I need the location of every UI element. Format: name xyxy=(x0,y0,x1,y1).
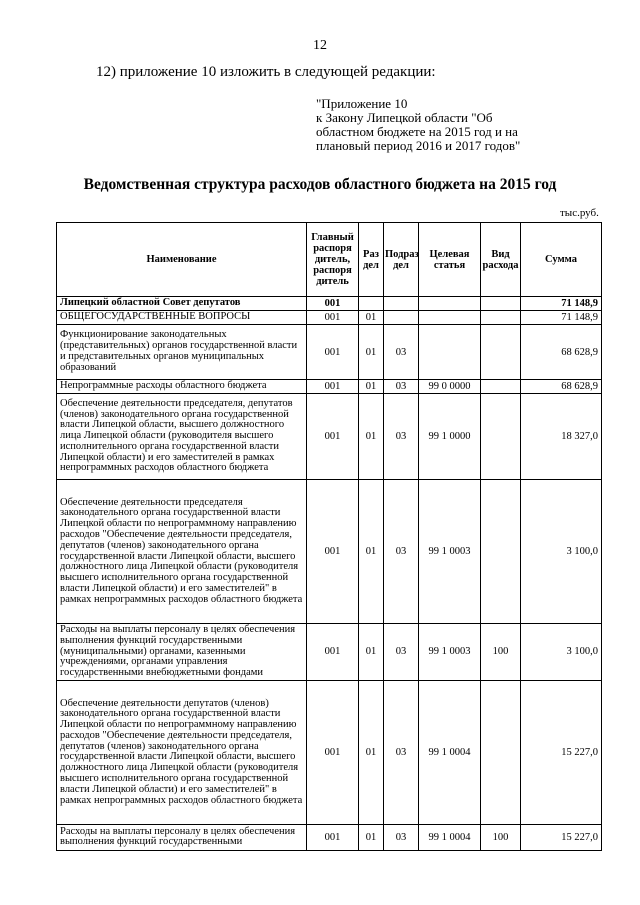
page-number: 12 xyxy=(313,38,327,53)
cell-subsection: 03 xyxy=(384,624,419,681)
cell-type: 100 xyxy=(481,624,521,681)
cell-target xyxy=(419,297,481,311)
cell-name: Функционирование законодательных (представительных) органов государственной власти и представительных органов муниципальных образований xyxy=(57,325,307,380)
table-row xyxy=(57,394,602,480)
cell-target: 99 1 0004 xyxy=(419,824,481,850)
cell-name: Обеспечение деятельности председателя, депутатов (членов) законодательного органа государственной власти Липецкой области, высшего должностного лица Липецкой области (руководителя высшего исполнительного органа государственной власти Липецкой области) и его заместителей в рамках непрограммных расходов областного бюджета xyxy=(57,394,307,480)
appendix-line: плановый период 2016 и 2017 годов" xyxy=(316,138,521,153)
header-name: Наименование xyxy=(57,223,307,297)
cell-section: 01 xyxy=(359,680,384,824)
cell-admin: 001 xyxy=(307,394,359,480)
cell-section: 01 xyxy=(359,394,384,480)
cell-admin: 001 xyxy=(307,380,359,394)
cell-type xyxy=(481,380,521,394)
appendix-line: "Приложение 10 xyxy=(316,96,408,111)
cell-sum: 3 100,0 xyxy=(521,624,602,681)
table-row xyxy=(57,624,602,681)
cell-name: ОБЩЕГОСУДАРСТВЕННЫЕ ВОПРОСЫ xyxy=(57,311,307,325)
cell-target: 99 1 0004 xyxy=(419,680,481,824)
cell-target: 99 1 0003 xyxy=(419,624,481,681)
cell-sum: 15 227,0 xyxy=(521,680,602,824)
table-row xyxy=(57,380,602,394)
cell-sum: 3 100,0 xyxy=(521,480,602,624)
cell-subsection xyxy=(384,311,419,325)
table-row xyxy=(57,480,602,624)
intro-line: 12) приложение 10 изложить в следующей редакции: xyxy=(96,64,436,80)
cell-section: 01 xyxy=(359,380,384,394)
cell-target xyxy=(419,325,481,380)
cell-admin: 001 xyxy=(307,325,359,380)
cell-sum: 71 148,9 xyxy=(521,311,602,325)
cell-type xyxy=(481,480,521,624)
cell-type xyxy=(481,311,521,325)
cell-sum: 68 628,9 xyxy=(521,380,602,394)
document-title: Ведомственная структура расходов областного бюджета на 2015 год xyxy=(83,176,557,193)
cell-target xyxy=(419,311,481,325)
cell-type xyxy=(481,394,521,480)
table-row xyxy=(57,325,602,380)
cell-name: Липецкий областной Совет депутатов xyxy=(57,297,307,311)
appendix-line: к Закону Липецкой области "Об xyxy=(316,110,493,125)
cell-subsection xyxy=(384,297,419,311)
cell-admin: 001 xyxy=(307,311,359,325)
cell-target: 99 1 0000 xyxy=(419,394,481,480)
cell-section: 01 xyxy=(359,824,384,850)
cell-name: Обеспечение деятельности председателя законодательного органа государственной власти Липецкой области по непрограммному направлению расходов "Обеспечение деятельности председателя, депутатов (членов) законодательного органа государственной власти Липецкой области, высшего должностного лица Липецкой области (руководителя высшего исполнительного органа государственной власти Липецкой области) и его заместителей" в рамках непрограммных расходов областного бюджета xyxy=(57,480,307,624)
cell-name: Расходы на выплаты персоналу в целях обеспечения выполнения функций государственными (муниципальными) органами, казенными учреждениями, органами управления государственными внебюджетными фондами xyxy=(57,624,307,681)
cell-admin: 001 xyxy=(307,480,359,624)
cell-type: 100 xyxy=(481,824,521,850)
cell-section xyxy=(359,297,384,311)
header-type: Вид расхода xyxy=(481,223,521,297)
cell-admin: 001 xyxy=(307,624,359,681)
header-target: Целевая статья xyxy=(419,223,481,297)
appendix-line: областном бюджете на 2015 год и на xyxy=(316,124,518,139)
units-label: тыс.руб. xyxy=(560,207,599,219)
cell-admin: 001 xyxy=(307,297,359,311)
cell-subsection: 03 xyxy=(384,394,419,480)
cell-name: Обеспечение деятельности депутатов (членов) законодательного органа государственной власти Липецкой области по непрограммному направлению расходов "Обеспечение деятельности председателя, депутатов (членов) законодательного органа государственной власти Липецкой области, высшего должностного лица Липецкой области (руководителя высшего исполнительного органа государственной власти Липецкой области) и его заместителей" в рамках непрограммных расходов областного бюджета xyxy=(57,680,307,824)
cell-subsection: 03 xyxy=(384,380,419,394)
cell-section: 01 xyxy=(359,325,384,380)
cell-target: 99 1 0003 xyxy=(419,480,481,624)
cell-admin: 001 xyxy=(307,824,359,850)
cell-type xyxy=(481,297,521,311)
table-row xyxy=(57,311,602,325)
cell-subsection: 03 xyxy=(384,680,419,824)
header-subsection: Подраз дел xyxy=(384,223,419,297)
cell-target: 99 0 0000 xyxy=(419,380,481,394)
header-admin: Главный распоря дитель, распоря дитель xyxy=(307,223,359,297)
table-row xyxy=(57,680,602,824)
cell-sum: 68 628,9 xyxy=(521,325,602,380)
cell-subsection: 03 xyxy=(384,325,419,380)
budget-table xyxy=(56,222,602,851)
cell-name: Расходы на выплаты персоналу в целях обеспечения выполнения функций государственными xyxy=(57,824,307,850)
header-section: Раз дел xyxy=(359,223,384,297)
cell-sum: 18 327,0 xyxy=(521,394,602,480)
cell-subsection: 03 xyxy=(384,824,419,850)
cell-sum: 15 227,0 xyxy=(521,824,602,850)
cell-sum: 71 148,9 xyxy=(521,297,602,311)
cell-section: 01 xyxy=(359,480,384,624)
cell-section: 01 xyxy=(359,311,384,325)
header-sum: Сумма xyxy=(521,223,602,297)
cell-name: Непрограммные расходы областного бюджета xyxy=(57,380,307,394)
table-row xyxy=(57,297,602,311)
cell-type xyxy=(481,325,521,380)
table-row xyxy=(57,824,602,850)
appendix-note xyxy=(316,97,520,153)
cell-type xyxy=(481,680,521,824)
cell-admin: 001 xyxy=(307,680,359,824)
cell-section: 01 xyxy=(359,624,384,681)
cell-subsection: 03 xyxy=(384,480,419,624)
